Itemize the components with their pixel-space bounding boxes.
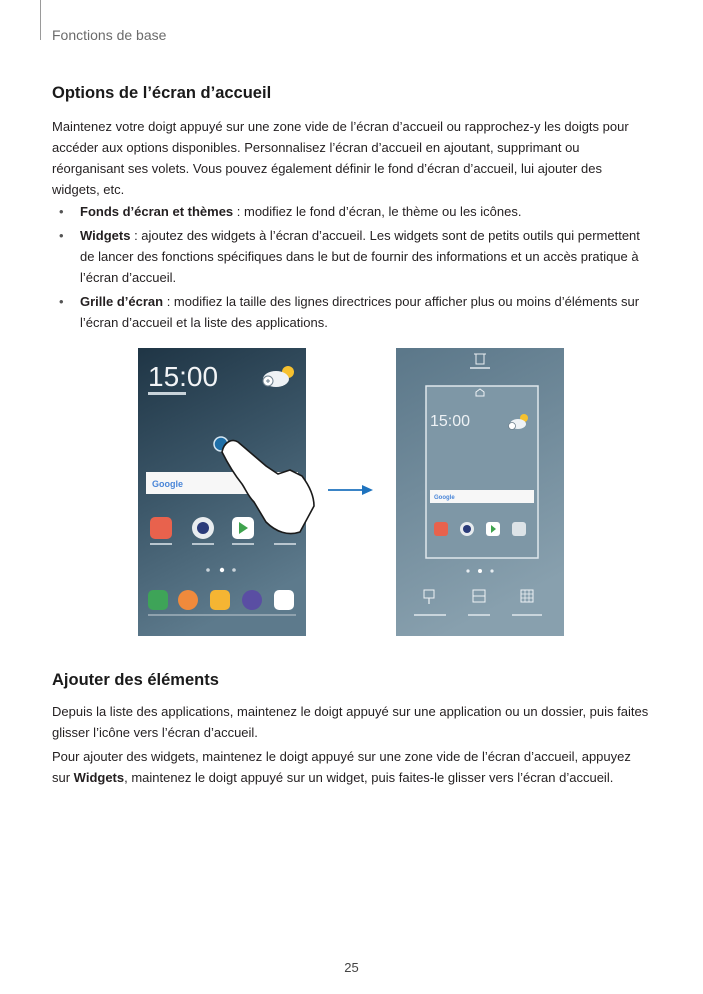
page-number: 25 bbox=[344, 960, 359, 975]
list-item-wallpaper bbox=[52, 201, 652, 222]
section-title-home-options: Options de l’écran d’accueil bbox=[52, 84, 272, 102]
options-list bbox=[52, 201, 652, 336]
left-clock: 15:00 bbox=[148, 361, 219, 392]
left-google-logo: Google bbox=[152, 479, 183, 489]
section-title-add-items: Ajouter des éléments bbox=[52, 671, 219, 689]
term-grid: Grille d’écran bbox=[80, 294, 164, 309]
list-item-widgets bbox=[52, 225, 652, 288]
add-items-paragraph-2 bbox=[52, 746, 652, 788]
p2-widgets-term: Widgets bbox=[73, 770, 125, 785]
desc-widgets: : ajoutez des widgets à l’écran d’accueil. Les widgets sont de petits outils qui permettent de lancer des fonctions spécifiques dans le but de fournir des informations et un accès pratique à l’écran d’accueil. bbox=[80, 228, 640, 285]
home-screen-illustration bbox=[138, 346, 566, 638]
bullet-icon: • bbox=[59, 294, 64, 309]
transition-arrow-icon bbox=[328, 485, 373, 495]
right-clock: 15:00 bbox=[430, 413, 471, 430]
term-wallpaper: Fonds d’écran et thèmes bbox=[80, 204, 234, 219]
list-item-grid bbox=[52, 291, 652, 333]
add-items-paragraph-1: Depuis la liste des applications, maintenez le doigt appuyé sur une application ou un dossier, puis faites glisser l’icône vers l’écran d’accueil. bbox=[52, 704, 649, 740]
left-phone-screen bbox=[138, 348, 314, 636]
term-widgets: Widgets bbox=[80, 228, 131, 243]
bullet-icon: • bbox=[59, 228, 64, 243]
desc-grid: : modifiez la taille des lignes directrices pour afficher plus ou moins d’éléments sur l’écran d’accueil et la liste des applications. bbox=[80, 294, 640, 330]
p2-after: , maintenez le doigt appuyé sur un widget, puis faites-le glisser vers l’écran d’accueil. bbox=[124, 770, 614, 785]
header-rule bbox=[40, 0, 41, 40]
header-title: Fonctions de base bbox=[52, 27, 167, 43]
right-google-logo: Google bbox=[434, 495, 455, 501]
bullet-icon: • bbox=[59, 204, 64, 219]
p2-before: Pour ajouter des widgets, maintenez le doigt appuyé sur une zone vide de l’écran d’accueil, appuyez sur bbox=[52, 749, 631, 785]
intro-paragraph: Maintenez votre doigt appuyé sur une zone vide de l’écran d’accueil ou rapprochez-y les doigts pour accéder aux options disponibles. Personnalisez l’écran d’accueil en ajoutant, supprimant ou réorganisant ses volets. Vous pouvez également définir le fond d’écran d’accueil, lui ajouter des widgets, etc. bbox=[52, 119, 629, 197]
right-phone-screen bbox=[396, 348, 564, 636]
desc-wallpaper: : modifiez le fond d’écran, le thème ou les icônes. bbox=[233, 204, 522, 219]
